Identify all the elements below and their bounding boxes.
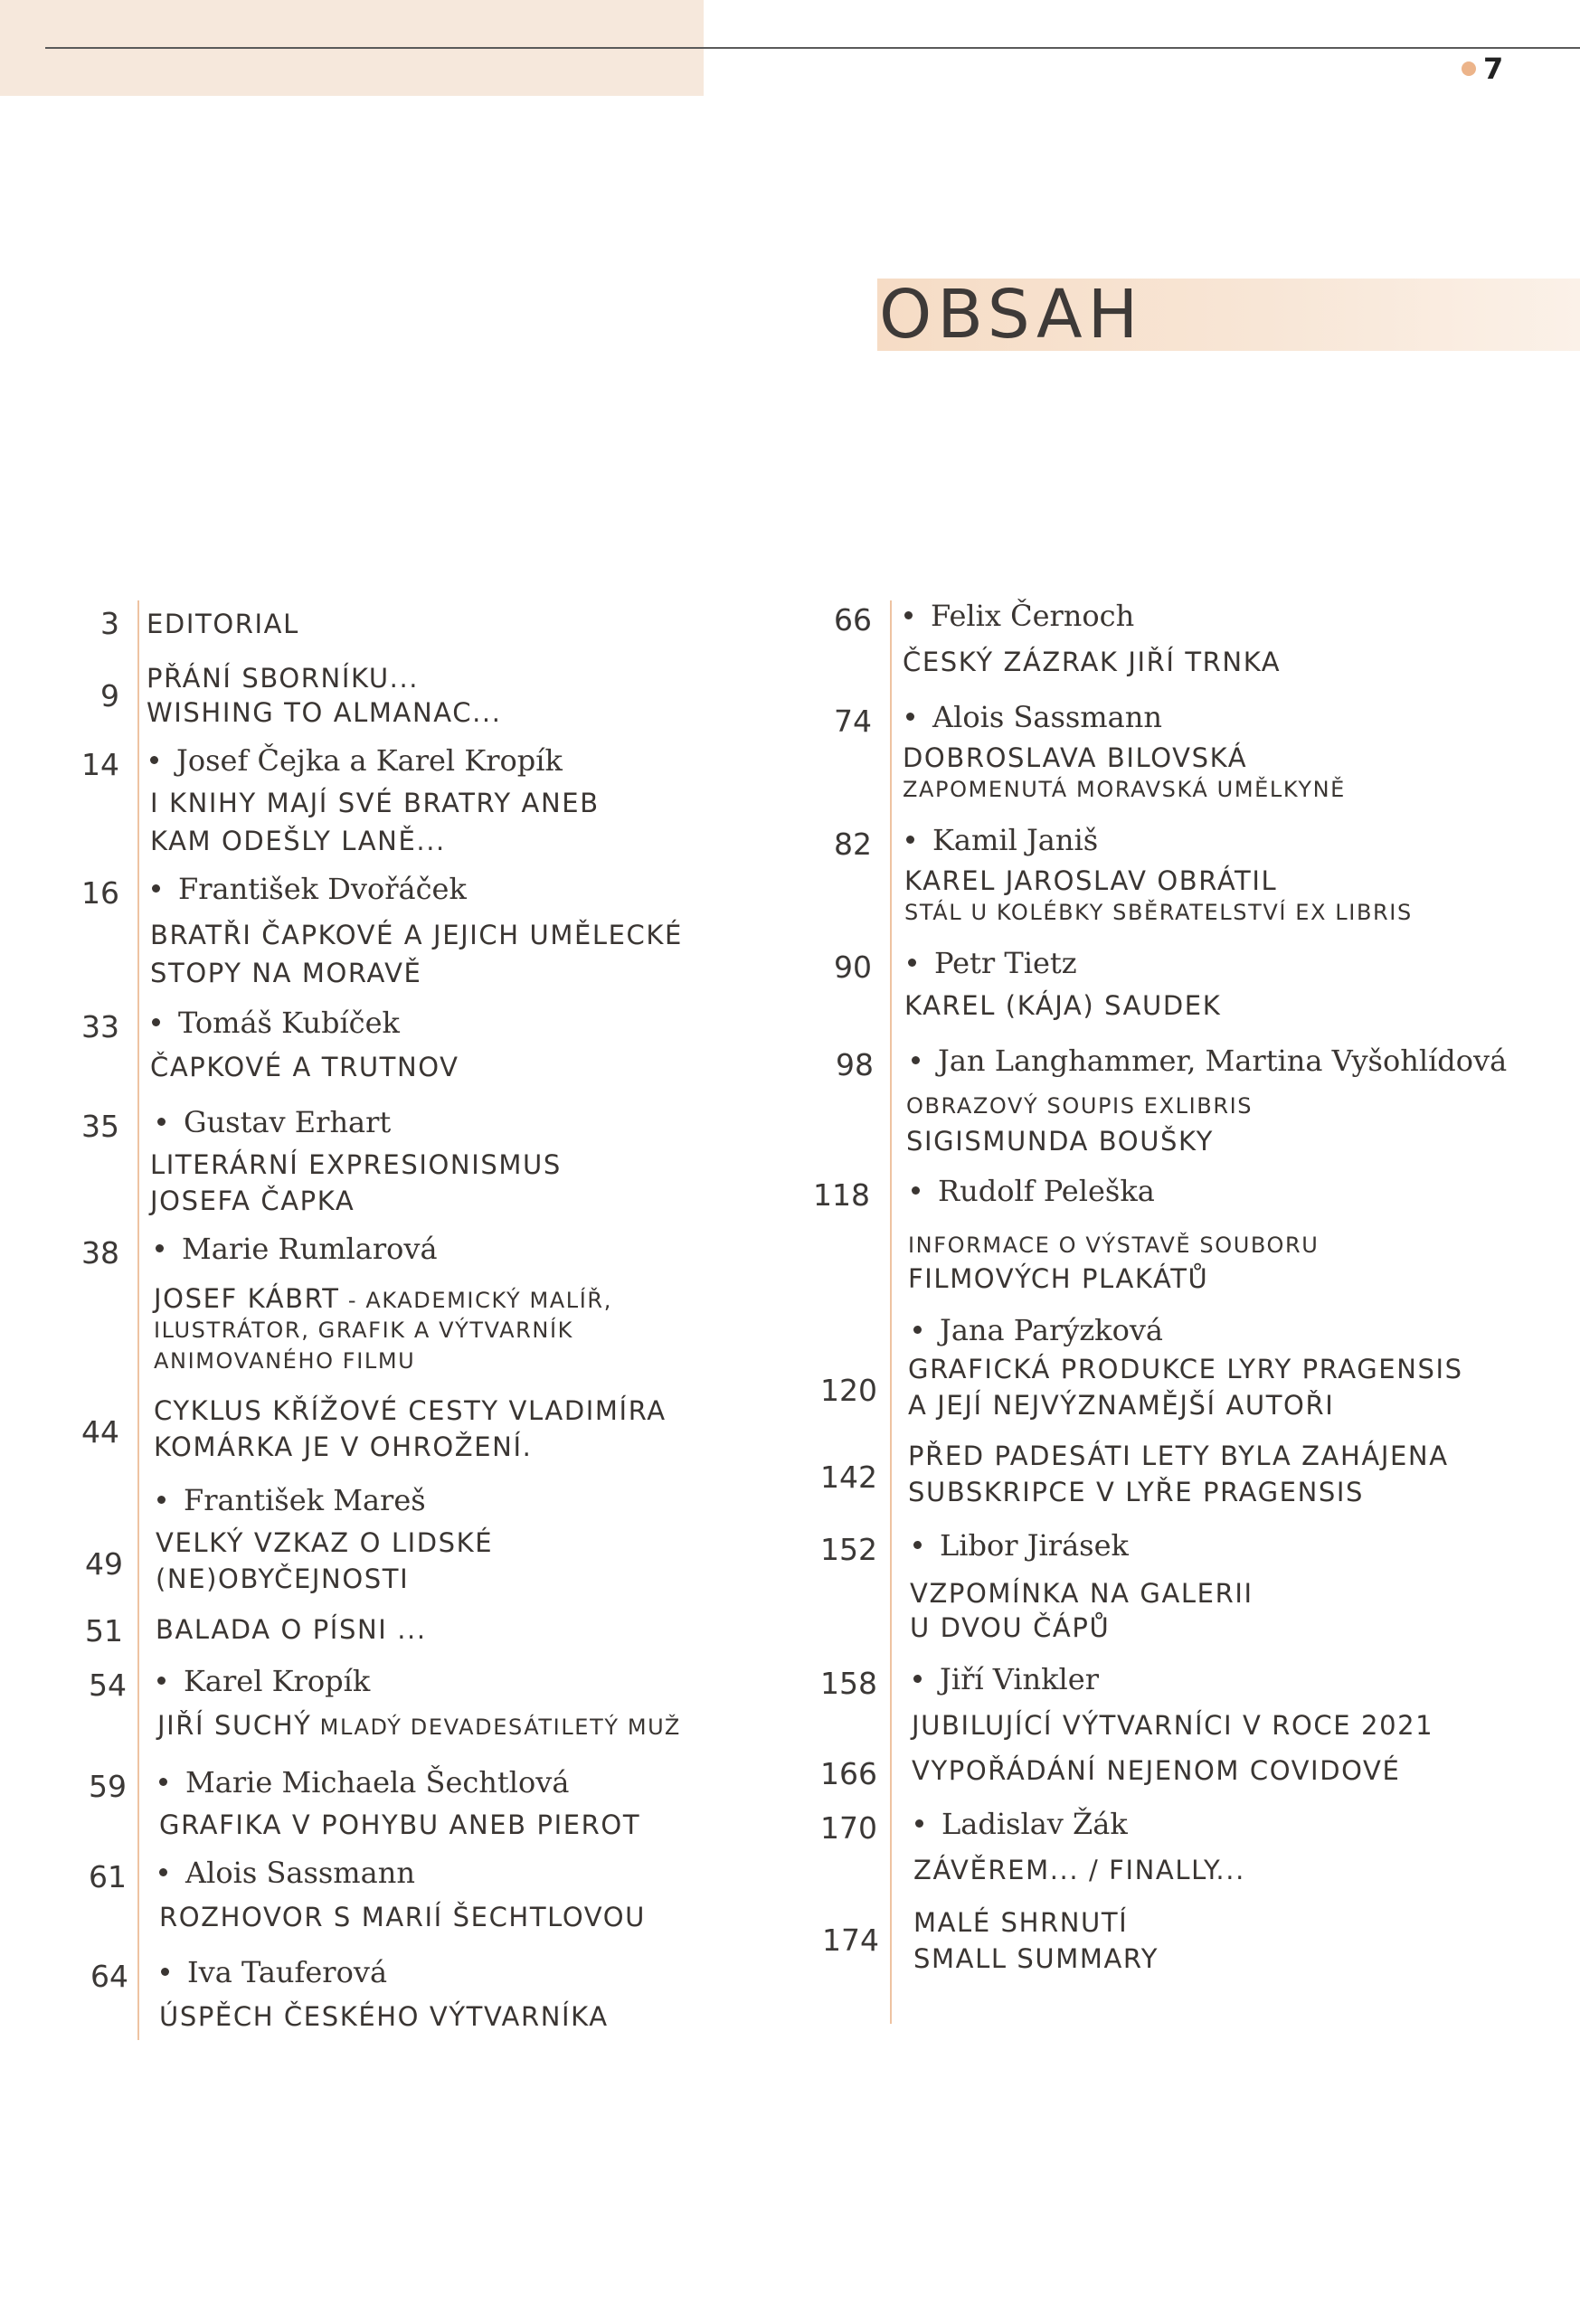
bullet-dot-icon xyxy=(1462,61,1476,76)
toc-page-number: 16 xyxy=(81,875,119,911)
author-name: Jiří Vinkler xyxy=(940,1662,1100,1696)
bullet-icon xyxy=(157,1496,166,1504)
author-name: Jana Parýzková xyxy=(940,1313,1163,1347)
toc-entry-title: STOPY NA MORAVĚ xyxy=(150,958,422,988)
toc-entry-author xyxy=(908,946,1077,980)
toc-page-number: 98 xyxy=(836,1047,874,1082)
page-number-text: 7 xyxy=(1483,52,1504,86)
toc-entry-title: EDITORIAL xyxy=(147,609,299,639)
toc-entry-title: VZPOMÍNKA NA GALERII xyxy=(910,1578,1254,1609)
bullet-icon xyxy=(908,959,916,967)
toc-entry-title: DOBROSLAVA BILOVSKÁ xyxy=(903,742,1248,773)
toc-page-number: 166 xyxy=(820,1756,877,1791)
toc-entry-author xyxy=(156,1232,438,1266)
toc-entry-author xyxy=(150,743,563,778)
toc-page-number: 49 xyxy=(85,1546,123,1582)
toc-page-number: 38 xyxy=(81,1235,119,1271)
toc-page-number: 152 xyxy=(820,1532,877,1567)
toc-entry-title: GRAFIKA V POHYBU ANEB PIEROT xyxy=(159,1809,641,1840)
header-rule xyxy=(45,47,1580,49)
toc-entry-title xyxy=(157,1707,681,1746)
toc-entry-subtitle: INFORMACE O VÝSTAVĚ SOUBORU xyxy=(908,1233,1320,1258)
toc-entry-title: KOMÁRKA JE V OHROŽENÍ. xyxy=(154,1431,533,1462)
toc-entry-title: KAREL (KÁJA) SAUDEK xyxy=(904,990,1222,1021)
bullet-icon xyxy=(912,1056,920,1064)
toc-page-number: 3 xyxy=(100,606,119,641)
toc-entry-title: ČESKÝ ZÁZRAK JIŘÍ TRNKA xyxy=(903,647,1282,677)
bullet-icon xyxy=(152,884,160,893)
toc-entry-title: KAREL JAROSLAV OBRÁTIL xyxy=(904,865,1278,896)
right-column-rule xyxy=(890,600,892,2024)
toc-entry-subtitle: STÁL U KOLÉBKY SBĚRATELSTVÍ EX LIBRIS xyxy=(904,900,1413,925)
toc-entry-title: LITERÁRNÍ EXPRESIONISMUS xyxy=(150,1149,562,1180)
toc-entry-title: CYKLUS KŘÍŽOVÉ CESTY VLADIMÍRA xyxy=(154,1395,667,1426)
toc-entry-title: BRATŘI ČAPKOVÉ A JEJICH UMĚLECKÉ xyxy=(150,920,683,950)
toc-entry-subtitle: ILUSTRÁTOR, GRAFIK A VÝTVARNÍK xyxy=(154,1318,573,1343)
toc-entry-title: JOSEFA ČAPKA xyxy=(150,1186,355,1216)
toc-entry-title: ZÁVĚREM... / FINALLY... xyxy=(913,1855,1245,1885)
bullet-icon xyxy=(156,1244,164,1252)
toc-entry-title: WISHING TO ALMANAC... xyxy=(147,697,502,728)
toc-entry-title: PŘED PADESÁTI LETY BYLA ZAHÁJENA xyxy=(908,1441,1449,1471)
author-name: Gustav Erhart xyxy=(184,1105,392,1139)
toc-page-number: 54 xyxy=(89,1667,127,1703)
left-column-rule xyxy=(137,600,139,2040)
toc-page-number: 174 xyxy=(822,1922,879,1958)
toc-page-number: 118 xyxy=(813,1177,870,1213)
toc-page-number: 74 xyxy=(834,704,872,739)
bullet-icon xyxy=(906,836,914,844)
toc-entry-title xyxy=(154,1280,612,1319)
toc-entry-title: I KNIHY MAJÍ SVÉ BRATRY ANEB xyxy=(150,788,600,818)
toc-entry-subtitle: ZAPOMENUTÁ MORAVSKÁ UMĚLKYNĚ xyxy=(903,777,1346,802)
toc-entry-author xyxy=(912,1044,1507,1078)
toc-page-number: 14 xyxy=(81,747,119,782)
toc-entry-title: SIGISMUNDA BOUŠKY xyxy=(906,1126,1214,1157)
toc-page-number: 33 xyxy=(81,1009,119,1044)
bullet-icon xyxy=(157,1677,166,1685)
toc-entry-author xyxy=(161,1955,387,1989)
toc-entry-author xyxy=(906,700,1162,734)
toc-entry-author xyxy=(157,1105,391,1139)
bullet-icon xyxy=(159,1778,167,1786)
author-name: Kamil Janiš xyxy=(932,823,1099,857)
page-title: OBSAH xyxy=(879,276,1144,354)
toc-entry-author xyxy=(913,1528,1129,1563)
toc-page-number: 170 xyxy=(820,1810,877,1846)
author-name: Felix Černoch xyxy=(931,599,1135,633)
toc-entry-author xyxy=(159,1856,415,1890)
bullet-icon xyxy=(150,756,158,764)
bullet-icon xyxy=(913,1326,922,1334)
toc-entry-title: PŘÁNÍ SBORNÍKU... xyxy=(147,663,420,694)
page-number xyxy=(1462,51,1503,87)
toc-entry-title: ROZHOVOR S MARIÍ ŠECHTLOVOU xyxy=(159,1902,646,1932)
toc-entry-author xyxy=(904,599,1134,633)
toc-page-number: 9 xyxy=(100,678,119,713)
toc-entry-subtitle: OBRAZOVÝ SOUPIS EXLIBRIS xyxy=(906,1093,1254,1119)
toc-page-number: 120 xyxy=(820,1373,877,1408)
toc-page-number: 90 xyxy=(834,949,872,985)
toc-page-number: 66 xyxy=(834,602,872,638)
bullet-icon xyxy=(906,713,914,721)
toc-entry-title: BALADA O PÍSNI ... xyxy=(156,1614,427,1645)
bullet-icon xyxy=(913,1541,922,1549)
toc-entry-author xyxy=(913,1313,1163,1347)
author-name: Iva Tauferová xyxy=(187,1955,388,1989)
author-name: Jan Langhammer, Martina Vyšohlídová xyxy=(938,1044,1508,1078)
toc-entry-author xyxy=(157,1664,370,1698)
toc-entry-title: KAM ODEŠLY LANĚ... xyxy=(150,826,446,856)
bullet-icon xyxy=(157,1118,166,1126)
toc-title-sub: MLADÝ DEVADESÁTILETÝ MUŽ xyxy=(311,1715,681,1740)
author-name: Josef Čejka a Karel Kropík xyxy=(176,743,563,778)
toc-entry-title: FILMOVÝCH PLAKÁTŮ xyxy=(908,1263,1209,1294)
bullet-icon xyxy=(915,1819,923,1828)
toc-page-number: 59 xyxy=(89,1769,127,1804)
author-name: František Mareš xyxy=(184,1483,426,1517)
toc-entry-title: VYPOŘÁDÁNÍ NEJENOM COVIDOVÉ xyxy=(912,1755,1401,1786)
toc-entry-author xyxy=(152,1006,400,1040)
toc-entry-author xyxy=(157,1483,426,1517)
toc-entry-subtitle: ANIMOVANÉHO FILMU xyxy=(154,1348,416,1374)
toc-page-number: 51 xyxy=(85,1613,123,1649)
toc-page-number: 44 xyxy=(81,1414,119,1450)
toc-entry-title: U DVOU ČÁPŮ xyxy=(910,1612,1111,1643)
toc-page-number: 82 xyxy=(834,827,872,862)
author-name: Ladislav Žák xyxy=(941,1807,1128,1841)
toc-title-sub: - AKADEMICKÝ MALÍŘ, xyxy=(339,1288,612,1313)
toc-entry-title: A JEJÍ NEJVÝZNAMĚJŠÍ AUTOŘI xyxy=(908,1390,1335,1421)
toc-entry-title: VELKÝ VZKAZ O LIDSKÉ xyxy=(156,1527,494,1558)
author-name: Alois Sassmann xyxy=(185,1856,415,1890)
toc-entry-title: ČAPKOVÉ A TRUTNOV xyxy=(150,1052,459,1082)
author-name: Marie Rumlarová xyxy=(182,1232,438,1266)
toc-entry-title: MALÉ SHRNUTÍ xyxy=(913,1907,1129,1938)
bullet-icon xyxy=(152,1018,160,1026)
author-name: Tomáš Kubíček xyxy=(178,1006,400,1040)
author-name: Marie Michaela Šechtlová xyxy=(185,1765,570,1800)
bullet-icon xyxy=(159,1868,167,1876)
bullet-icon xyxy=(913,1675,922,1683)
toc-entry-title: SUBSKRIPCE V LYŘE PRAGENSIS xyxy=(908,1477,1365,1507)
toc-entry-author xyxy=(912,1174,1155,1208)
author-name: Alois Sassmann xyxy=(932,700,1162,734)
toc-page-number: 61 xyxy=(89,1859,127,1894)
toc-entry-author xyxy=(906,823,1098,857)
toc-entry-author xyxy=(915,1807,1128,1841)
toc-page-number: 64 xyxy=(90,1959,128,1994)
toc-page-number: 158 xyxy=(820,1666,877,1701)
author-name: Libor Jirásek xyxy=(940,1528,1129,1563)
toc-entry-title: SMALL SUMMARY xyxy=(913,1943,1159,1974)
toc-page-number: 142 xyxy=(820,1460,877,1495)
toc-entry-author xyxy=(159,1765,569,1800)
toc-title-main: JIŘÍ SUCHÝ xyxy=(157,1710,312,1741)
toc-entry-title: GRAFICKÁ PRODUKCE LYRY PRAGENSIS xyxy=(908,1354,1463,1384)
toc-entry-title: JUBILUJÍCÍ VÝTVARNÍCI V ROCE 2021 xyxy=(912,1710,1434,1741)
toc-entry-title: ÚSPĚCH ČESKÉHO VÝTVARNÍKA xyxy=(159,2001,609,2032)
toc-entry-author xyxy=(913,1662,1099,1696)
bullet-icon xyxy=(904,611,913,619)
author-name: František Dvořáček xyxy=(178,872,467,906)
author-name: Karel Kropík xyxy=(184,1664,371,1698)
toc-entry-author xyxy=(152,872,467,906)
toc-entry-title: (NE)OBYČEJNOSTI xyxy=(156,1564,410,1594)
bullet-icon xyxy=(912,1186,920,1195)
author-name: Petr Tietz xyxy=(934,946,1077,980)
bullet-icon xyxy=(161,1968,169,1976)
author-name: Rudolf Peleška xyxy=(938,1174,1155,1208)
toc-page-number: 35 xyxy=(81,1109,119,1144)
toc-title-main: JOSEF KÁBRT xyxy=(154,1283,340,1314)
